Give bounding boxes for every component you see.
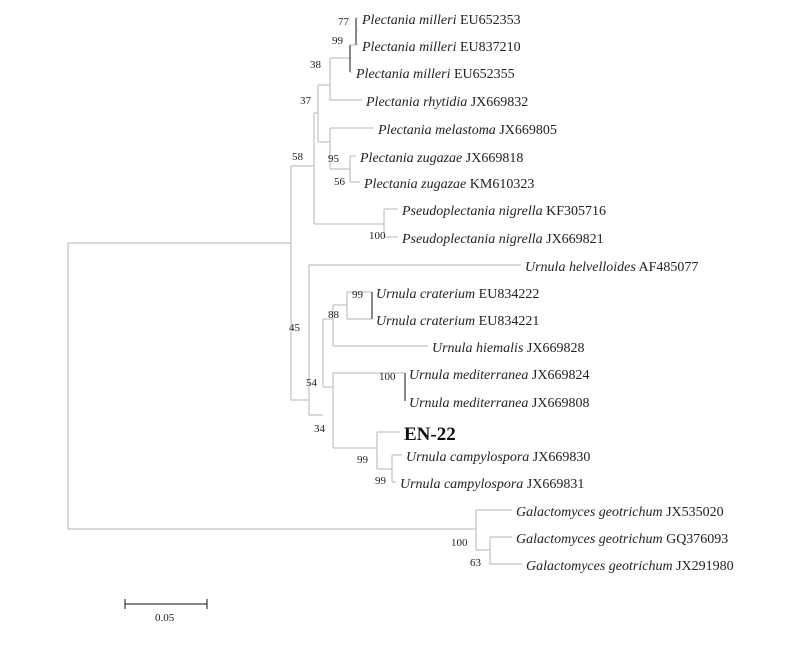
taxon-accession: JX669828 [523,341,585,356]
taxon-label [400,477,584,492]
bootstrap-value: 99 [352,289,363,301]
bootstrap-value: 100 [451,537,468,549]
bootstrap-value: 56 [334,176,345,188]
taxon-accession: KF305716 [542,204,607,219]
bootstrap-value: 54 [306,377,317,389]
scale-bar-label: 0.05 [155,612,175,624]
taxon-accession: JX669821 [542,232,604,247]
taxon-label [363,177,534,192]
taxon-label [361,40,521,55]
taxon-accession: JX669808 [528,396,590,411]
taxon-label [361,13,521,28]
taxon-accession: JX535020 [662,505,724,520]
bootstrap-value: 99 [357,454,368,466]
taxon-label [406,450,590,465]
taxon-label [376,314,539,329]
taxon-accession: JX291980 [672,559,734,574]
taxon-species-name: Galactomyces geotrichum [516,532,663,547]
bootstrap-value: 77 [338,16,349,28]
taxon-label [359,151,523,166]
taxon-accession: EU834222 [475,287,540,302]
taxon-label [409,396,589,411]
taxon-accession: JX669830 [529,450,591,465]
taxon-species-name: Urnula hiemalis [432,341,524,356]
taxon-accession: EU837210 [456,40,521,55]
taxon-label [516,505,724,520]
taxon-label-query-sample: EN-22 [404,424,456,445]
bootstrap-value: 88 [328,309,339,321]
taxon-label [432,341,584,356]
bootstrap-value: 63 [470,557,481,569]
taxon-accession: EU834221 [475,314,540,329]
taxon-accession: AF485077 [635,260,699,275]
taxon-label [525,260,698,275]
taxon-species-name: Plectania zugazae [360,151,463,166]
taxon-accession: KM610323 [466,177,535,192]
taxon-species-name: Pseudoplectania nigrella [402,204,543,219]
taxon-species-name: Urnula campylospora [406,450,530,465]
taxon-accession: JX669824 [528,368,590,383]
bootstrap-value: 95 [328,153,339,165]
taxon-label [401,232,604,247]
taxon-species-name: Plectania rhytidia [366,95,468,110]
taxon-species-name: Plectania milleri [362,13,457,28]
taxon-species-name: Urnula campylospora [400,477,524,492]
taxon-species-name: Plectania zugazae [364,177,467,192]
taxon-species-name: Urnula craterium [376,314,476,329]
taxon-species-name: Urnula craterium [376,287,476,302]
taxon-accession: JX669805 [495,123,557,138]
taxon-species-name: Urnula helvelloides [525,260,636,275]
taxon-accession: JX669831 [523,477,585,492]
taxon-label [526,559,734,574]
taxon-species-name: Plectania milleri [356,67,451,82]
taxon-species-name: Galactomyces geotrichum [516,505,663,520]
taxon-label [516,532,728,547]
taxon-accession: GQ376093 [662,532,729,547]
taxon-species-name: Plectania milleri [362,40,457,55]
taxon-accession: JX669818 [462,151,524,166]
taxon-label [376,287,539,302]
taxon-species-name: Urnula mediterranea [409,368,529,383]
scale-bar [125,599,207,624]
taxon-label [377,123,557,138]
taxon-accession: JX669832 [467,95,529,110]
bootstrap-value: 34 [314,423,325,435]
taxon-label [409,368,589,383]
taxon-accession: EU652355 [450,67,515,82]
bootstrap-value: 58 [292,151,303,163]
taxon-label [401,204,606,219]
bootstrap-value: 100 [369,230,386,242]
bootstrap-value: 37 [300,95,311,107]
taxon-label [355,67,515,82]
bootstrap-value: 99 [375,475,386,487]
taxon-species-name: Urnula mediterranea [409,396,529,411]
taxon-species-name: Galactomyces geotrichum [526,559,673,574]
bootstrap-value: 99 [332,35,343,47]
taxon-labels [355,13,734,574]
bootstrap-value: 100 [379,371,396,383]
taxon-label [365,95,528,110]
bootstrap-value: 38 [310,59,321,71]
taxon-species-name: Pseudoplectania nigrella [402,232,543,247]
bootstrap-value: 45 [289,322,300,334]
taxon-species-name: Plectania melastoma [378,123,496,138]
taxon-accession: EU652353 [456,13,521,28]
